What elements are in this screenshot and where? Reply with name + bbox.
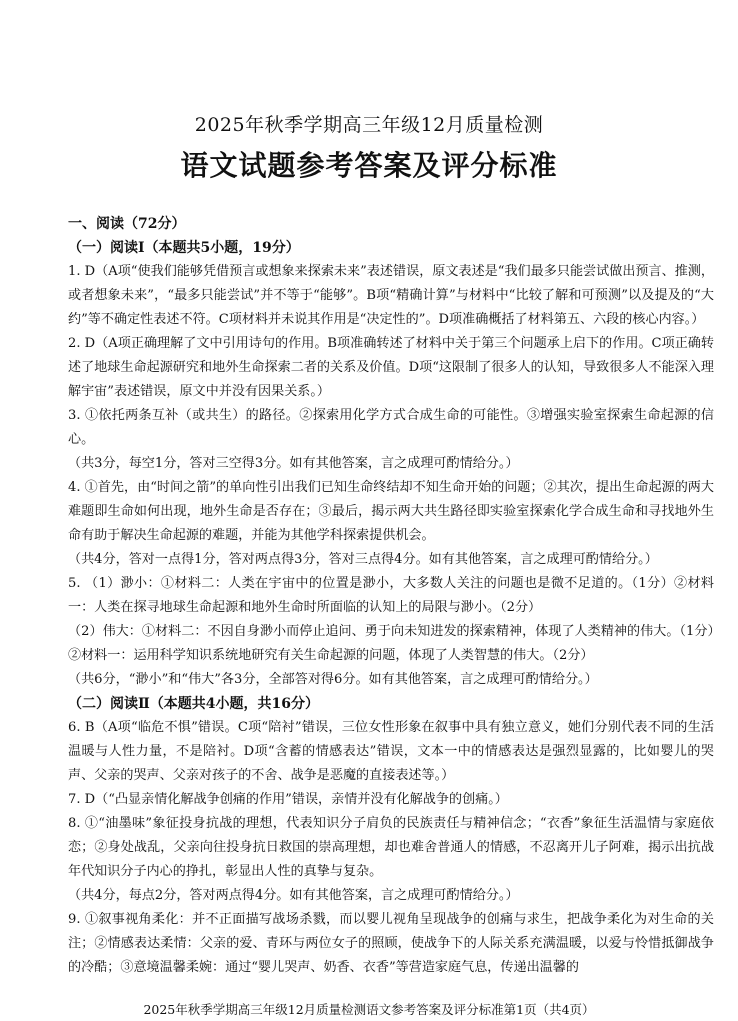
answer-q6: 6. B（A项“临危不惧”错误。C项“陪衬”错误，三位女性形象在叙事中具有独立意义，她们分别代表不同的生活温暖与人性力量，不是陪衬。D项“含蓄的情感表达”错误，文本一中的情感表达是强烈显露的，比如婴儿的哭声、父亲的哭声、父亲对孩子的不舍、战争是恶魔的直接表述等。） [68, 720, 714, 783]
document-subtitle: 语文试题参考答案及评分标准 [180, 149, 558, 182]
answer-q1: 1. D（A项“使我们能够凭借预言或想象来探索未来”表述错误，原文表述是“我们最多只能尝试做出预言、推测，或者想象未来”，“最多只能尝试”并不等于“能够”。B项“精确计算”与材料中“比较了解和可预测”以及提及的“大约”等不确定性表述不符。C项材料并未说其作用是“决定性的”。D项准确概括了材料第五、六段的核心内容。） [68, 264, 714, 327]
answer-q3: 3. ①依托两条互补（或共生）的路径。②探索用化学方式合成生命的可能性。③增强实验室探索生命起源的信心。 [68, 408, 714, 447]
scoring-q8: （共4分，每点2分，答对两点得4分。如有其他答案，言之成理可酌情给分。） [68, 888, 519, 903]
answer-q5-part1: 5. （1）渺小：①材料二：人类在宇宙中的位置是渺小，大多数人关注的问题也是微不足道的。（1分）②材料一：人类在探寻地球生命起源和地外生命时所面临的认知上的局限与渺小。（2分） [68, 576, 714, 615]
part-heading-reading-2: （二）阅读Ⅱ（本题共4小题，共16分） [68, 696, 320, 712]
answer-q8: 8. ①“油墨味”象征投身抗战的理想，代表知识分子肩负的民族责任与精神信念；“衣香”象征生活温情与家庭依恋；②身处战乱，父亲向往投身抗日救国的崇高理想，却也难舍普通人的情感，不忍离开儿子阿难，揭示出抗战年代知识分子内心的挣扎，彰显出人性的真挚与复杂。 [68, 816, 714, 879]
answer-q9: 9. ①叙事视角柔化：并不正面描写战场杀戮，而以婴儿视角呈现战争的创痛与求生，把战争柔化为对生命的关注；②情感表达柔情：父亲的爱、青环与两位女子的照顾，使战争下的人际关系充满温暖，以爱与怜惜抵御战争的冷酷；③意境温馨柔婉：通过“婴儿哭声、奶香、衣香”等营造家庭气息，传递出温馨的 [68, 912, 714, 975]
answer-q4: 4. ①首先，由“时间之箭”的单向性引出我们已知生命终结却不知生命开始的问题；②其次，提出生命起源的两大难题即生命如何出现，地外生命是否存在；③最后，揭示两大共生路径即实验室探索化学合成生命和寻找地外生命有助于解决生命起源的难题，并能为其他学科探索提供机会。 [68, 480, 714, 543]
answer-q7: 7. D（“凸显亲情化解战争创痛的作用”错误，亲情并没有化解战争的创痛。） [68, 792, 508, 807]
scoring-q3: （共3分，每空1分，答对三空得3分。如有其他答案，言之成理可酌情给分。） [68, 456, 519, 471]
scoring-q4: （共4分，答对一点得1分，答对两点得3分，答对三点得4分。如有其他答案，言之成理可酌情给分。） [68, 552, 658, 567]
answer-content [68, 212, 714, 980]
part-heading-reading-1: （一）阅读Ⅰ（本题共5小题，19分） [68, 240, 300, 256]
scoring-q5: （共6分，“渺小”和“伟大”各3分，全部答对得6分。如有其他答案，言之成理可酌情给分。） [68, 672, 598, 687]
answer-q5-part2: （2）伟大：①材料二：不因自身渺小而停止追问、勇于向未知进发的探索精神，体现了人类精神的伟大。（1分）②材料一：运用科学知识系统地研究有关生命起源的问题，体现了人类智慧的伟大。（2分） [68, 624, 714, 663]
exam-title: 2025年秋季学期高三年级12月质量检测 [194, 114, 544, 136]
answer-q2: 2. D（A项正确理解了文中引用诗句的作用。B项准确转述了材料中关于第三个问题承上启下的作用。C项正确转述了地球生命起源研究和地外生命探索二者的关系及价值。D项“这限制了很多人的认知，导致很多人不能深入理解宇宙”表述错误，原文中并没有因果关系。） [68, 336, 714, 399]
page-footer: 2025年秋季学期高三年级12月质量检测语文参考答案及评分标准第1页（共4页） [143, 1002, 595, 1017]
section-heading-reading: 一、阅读（72分） [68, 216, 186, 232]
